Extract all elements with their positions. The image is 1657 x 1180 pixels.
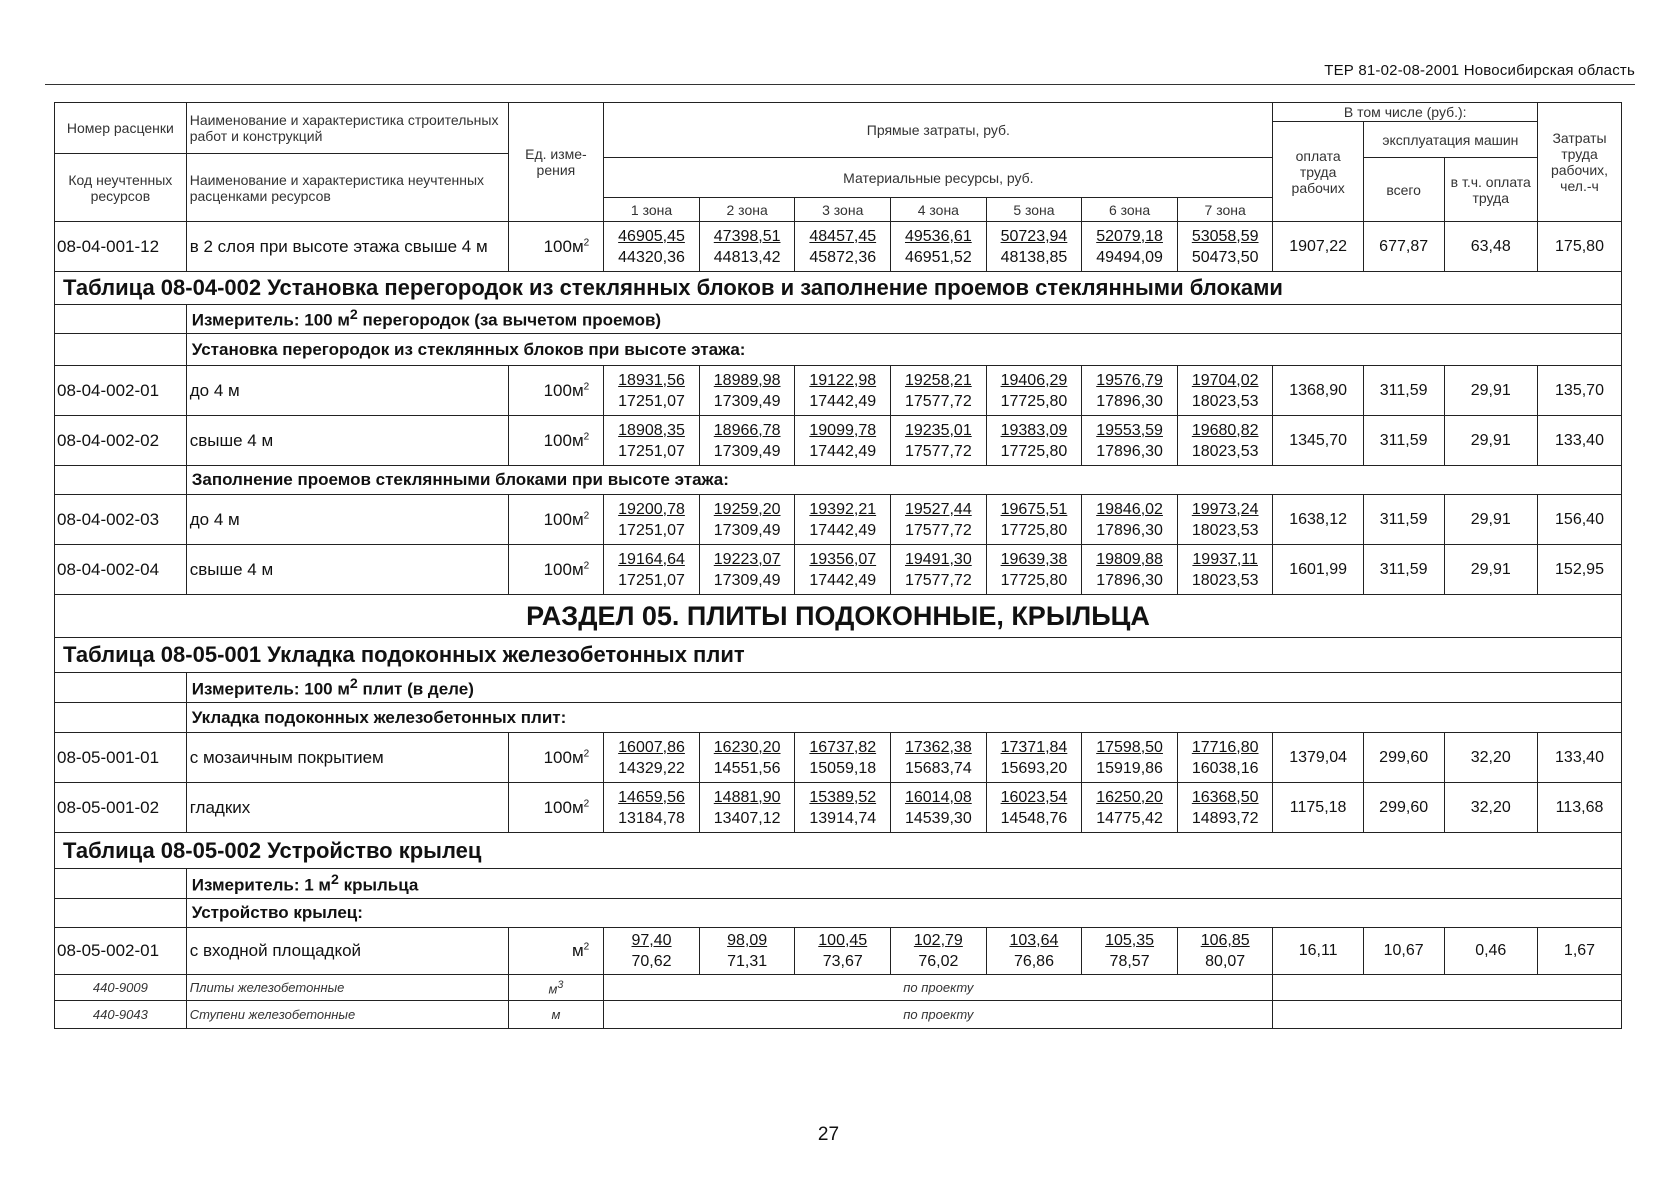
zone-price-cell bbox=[795, 545, 891, 595]
machines-value: 311,59 bbox=[1363, 495, 1444, 545]
direct-cost: 98,09 bbox=[727, 932, 768, 949]
direct-cost: 19973,24 bbox=[1191, 500, 1259, 518]
header-rule bbox=[45, 84, 1635, 85]
direct-cost: 103,64 bbox=[1009, 932, 1059, 949]
zone-price-cell bbox=[1177, 222, 1273, 272]
material-cost: 14539,30 bbox=[904, 809, 972, 827]
direct-cost: 17362,38 bbox=[904, 738, 972, 756]
resource-code: 440-9009 bbox=[55, 975, 187, 1001]
table-title: Таблица 08-05-001 Укладка подоконных железобетонных плит bbox=[55, 638, 1622, 673]
table-row bbox=[55, 928, 1622, 975]
machines-wages-value: 29,91 bbox=[1444, 495, 1537, 545]
direct-cost: 16023,54 bbox=[1000, 788, 1068, 806]
material-cost: 13914,74 bbox=[809, 809, 877, 827]
material-cost: 13407,12 bbox=[713, 809, 781, 827]
direct-cost: 17598,50 bbox=[1096, 738, 1163, 756]
material-cost: 17577,72 bbox=[904, 571, 972, 589]
zone-price-cell bbox=[1082, 495, 1178, 545]
material-cost: 14775,42 bbox=[1096, 809, 1163, 827]
zone-price-cell bbox=[699, 928, 795, 975]
rate-name: до 4 м bbox=[186, 366, 508, 416]
wages-value: 1907,22 bbox=[1273, 222, 1363, 272]
zone-price-cell bbox=[891, 733, 987, 783]
material-cost: 17725,80 bbox=[1000, 521, 1068, 539]
direct-cost: 16007,86 bbox=[618, 738, 685, 756]
zone-header: 4 зона bbox=[891, 198, 987, 222]
zone-header: 5 зона bbox=[986, 198, 1082, 222]
material-cost: 17896,30 bbox=[1096, 442, 1163, 460]
zone-price-cell bbox=[891, 545, 987, 595]
zone-price-cell bbox=[1177, 733, 1273, 783]
zone-header: 2 зона bbox=[699, 198, 795, 222]
zone-price-cell bbox=[1177, 783, 1273, 833]
direct-cost: 47398,51 bbox=[713, 227, 781, 245]
rate-code: 08-04-002-03 bbox=[55, 495, 187, 545]
direct-cost: 19639,38 bbox=[1000, 550, 1068, 568]
zone-header: 3 зона bbox=[795, 198, 891, 222]
zone-price-cell bbox=[795, 495, 891, 545]
zone-price-cell bbox=[795, 366, 891, 416]
material-cost: 17309,49 bbox=[713, 442, 781, 460]
direct-cost: 106,85 bbox=[1200, 932, 1250, 949]
zone-price-cell bbox=[986, 495, 1082, 545]
rate-name: гладких bbox=[186, 783, 508, 833]
material-cost: 17896,30 bbox=[1096, 392, 1163, 410]
material-cost: 16038,16 bbox=[1191, 759, 1259, 777]
zone-price-cell bbox=[891, 928, 987, 975]
rate-name: свыше 4 м bbox=[186, 416, 508, 466]
col-code-header: Код неучтенных ресурсов bbox=[55, 154, 187, 222]
machines-wages-header: в т.ч. оплата труда bbox=[1444, 158, 1537, 222]
group-title: Укладка подоконных железобетонных плит: bbox=[186, 703, 1621, 733]
rate-code: 08-05-001-01 bbox=[55, 733, 187, 783]
material-cost: 18023,53 bbox=[1191, 392, 1259, 410]
direct-cost: 19235,01 bbox=[904, 421, 972, 439]
rate-name: до 4 м bbox=[186, 495, 508, 545]
direct-cost: 14881,90 bbox=[713, 788, 781, 806]
zone-price-cell bbox=[1177, 366, 1273, 416]
rate-unit: $м^2$ bbox=[508, 928, 604, 975]
material-cost: 18023,53 bbox=[1191, 442, 1259, 460]
labor-value: 133,40 bbox=[1538, 733, 1622, 783]
direct-cost: 16737,82 bbox=[809, 738, 877, 756]
machines-value: 311,59 bbox=[1363, 366, 1444, 416]
section-title: РАЗДЕЛ 05. ПЛИТЫ ПОДОКОННЫЕ, КРЫЛЬЦА bbox=[55, 595, 1622, 638]
direct-cost: 19576,79 bbox=[1096, 371, 1163, 389]
zone-price-cell bbox=[891, 783, 987, 833]
machines-value: 299,60 bbox=[1363, 783, 1444, 833]
zone-price-cell bbox=[1082, 545, 1178, 595]
material-cost: 76,02 bbox=[918, 953, 959, 970]
zone-price-cell bbox=[1082, 928, 1178, 975]
direct-cost: 48457,45 bbox=[809, 227, 877, 245]
material-cost: 50473,50 bbox=[1191, 248, 1259, 266]
zone-price-cell bbox=[891, 222, 987, 272]
zone-price-cell bbox=[1082, 222, 1178, 272]
machines-wages-value: 29,91 bbox=[1444, 545, 1537, 595]
direct-cost: 50723,94 bbox=[1000, 227, 1068, 245]
zone-header: 1 зона bbox=[604, 198, 700, 222]
rate-unit: $100м^2$ bbox=[508, 783, 604, 833]
material-cost: 13184,78 bbox=[618, 809, 685, 827]
material-cost: 18023,53 bbox=[1191, 571, 1259, 589]
direct-cost: 19491,30 bbox=[904, 550, 972, 568]
material-cost: 17251,07 bbox=[618, 571, 685, 589]
zone-price-cell bbox=[891, 416, 987, 466]
rate-name: с входной площадкой bbox=[186, 928, 508, 975]
labor-value: 152,95 bbox=[1538, 545, 1622, 595]
zone-price-cell bbox=[604, 928, 700, 975]
zone-price-cell bbox=[795, 733, 891, 783]
machines-wages-value: 32,20 bbox=[1444, 733, 1537, 783]
direct-cost: 15389,52 bbox=[809, 788, 877, 806]
rate-code: 08-05-002-01 bbox=[55, 928, 187, 975]
resource-name: Плиты железобетонные bbox=[186, 975, 508, 1001]
col-name-res-header: Наименование и характеристика неучтенных расценками ресурсов bbox=[186, 154, 508, 222]
labor-value: 135,70 bbox=[1538, 366, 1622, 416]
direct-cost: 16014,08 bbox=[904, 788, 972, 806]
machines-wages-value: 32,20 bbox=[1444, 783, 1537, 833]
material-header: Материальные ресурсы, руб. bbox=[604, 158, 1273, 198]
resource-value: по проекту bbox=[604, 975, 1273, 1001]
zone-price-cell bbox=[1082, 733, 1178, 783]
direct-cost: 97,40 bbox=[631, 932, 672, 949]
zone-price-cell bbox=[1082, 366, 1178, 416]
direct-cost: 52079,18 bbox=[1096, 227, 1163, 245]
material-cost: 17577,72 bbox=[904, 442, 972, 460]
table-row bbox=[55, 416, 1622, 466]
direct-cost: 19406,29 bbox=[1000, 371, 1068, 389]
direct-costs-header: Прямые затраты, руб. bbox=[604, 103, 1273, 158]
rate-unit: $100м^2$ bbox=[508, 495, 604, 545]
zone-price-cell bbox=[891, 366, 987, 416]
zone-price-cell bbox=[699, 733, 795, 783]
material-cost: 71,31 bbox=[727, 953, 768, 970]
zone-price-cell bbox=[795, 222, 891, 272]
wages-header: оплата труда рабочих bbox=[1273, 122, 1363, 222]
rate-name: в 2 слоя при высоте этажа свыше 4 м bbox=[186, 222, 508, 272]
material-cost: 17309,49 bbox=[713, 571, 781, 589]
direct-cost: 16368,50 bbox=[1191, 788, 1259, 806]
zone-price-cell bbox=[986, 928, 1082, 975]
zone-header: 7 зона bbox=[1177, 198, 1273, 222]
zone-price-cell bbox=[986, 733, 1082, 783]
direct-cost: 19704,02 bbox=[1191, 371, 1259, 389]
machines-value: 677,87 bbox=[1363, 222, 1444, 272]
material-cost: 17442,49 bbox=[809, 442, 877, 460]
resource-row bbox=[55, 1001, 1622, 1029]
material-cost: 17442,49 bbox=[809, 392, 877, 410]
material-cost: 15059,18 bbox=[809, 759, 877, 777]
zone-price-cell bbox=[795, 928, 891, 975]
wages-value: 1368,90 bbox=[1273, 366, 1363, 416]
table-row bbox=[55, 783, 1622, 833]
direct-cost: 19937,11 bbox=[1192, 550, 1258, 568]
zone-price-cell bbox=[1082, 416, 1178, 466]
direct-cost: 19258,21 bbox=[904, 371, 972, 389]
material-cost: 46951,52 bbox=[904, 248, 972, 266]
direct-cost: 100,45 bbox=[818, 932, 868, 949]
material-cost: 17251,07 bbox=[618, 392, 685, 410]
wages-value: 1345,70 bbox=[1273, 416, 1363, 466]
zone-price-cell bbox=[699, 495, 795, 545]
machines-wages-value: 29,91 bbox=[1444, 366, 1537, 416]
table-row bbox=[55, 366, 1622, 416]
rate-unit: $100м^2$ bbox=[508, 416, 604, 466]
col-number-header: Номер расценки bbox=[55, 103, 187, 154]
zone-price-cell bbox=[604, 222, 700, 272]
direct-cost: 17371,84 bbox=[1000, 738, 1068, 756]
wages-value: 1175,18 bbox=[1273, 783, 1363, 833]
incl-header: В том числе (руб.): bbox=[1273, 103, 1538, 122]
machines-wages-value: 0,46 bbox=[1444, 928, 1537, 975]
material-cost: 14329,22 bbox=[618, 759, 685, 777]
material-cost: 17442,49 bbox=[809, 571, 877, 589]
material-cost: 17577,72 bbox=[904, 392, 972, 410]
machines-value: 299,60 bbox=[1363, 733, 1444, 783]
direct-cost: 19383,09 bbox=[1000, 421, 1068, 439]
direct-cost: 18931,56 bbox=[618, 371, 685, 389]
wages-value: 1601,99 bbox=[1273, 545, 1363, 595]
material-cost: 44320,36 bbox=[618, 248, 685, 266]
labor-value: 133,40 bbox=[1538, 416, 1622, 466]
zone-price-cell bbox=[1177, 545, 1273, 595]
direct-cost: 46905,45 bbox=[618, 227, 685, 245]
zone-price-cell bbox=[604, 495, 700, 545]
material-cost: 17309,49 bbox=[713, 392, 781, 410]
material-cost: 17251,07 bbox=[618, 442, 685, 460]
page-number: 27 bbox=[817, 1124, 840, 1145]
zone-price-cell bbox=[1177, 928, 1273, 975]
material-cost: 17896,30 bbox=[1096, 521, 1163, 539]
machines-value: 10,67 bbox=[1363, 928, 1444, 975]
zone-price-cell bbox=[699, 222, 795, 272]
machines-value: 311,59 bbox=[1363, 416, 1444, 466]
labor-value: 175,80 bbox=[1538, 222, 1622, 272]
resource-code: 440-9043 bbox=[55, 1001, 187, 1029]
direct-cost: 18966,78 bbox=[713, 421, 781, 439]
material-cost: 80,07 bbox=[1205, 953, 1246, 970]
material-cost: 14551,56 bbox=[713, 759, 781, 777]
rate-unit: $100м^2$ bbox=[508, 545, 604, 595]
zone-price-cell bbox=[604, 416, 700, 466]
direct-cost: 19259,20 bbox=[713, 500, 781, 518]
material-cost: 70,62 bbox=[631, 953, 672, 970]
meter-text: Измеритель: 1 $м^2$ крыльца bbox=[186, 869, 1621, 899]
machines-value: 311,59 bbox=[1363, 545, 1444, 595]
zone-price-cell bbox=[604, 733, 700, 783]
zone-price-cell bbox=[986, 366, 1082, 416]
direct-cost: 16230,20 bbox=[713, 738, 781, 756]
table-row bbox=[55, 222, 1622, 272]
resource-value: по проекту bbox=[604, 1001, 1273, 1029]
table-row bbox=[55, 733, 1622, 783]
direct-cost: 105,35 bbox=[1105, 932, 1155, 949]
labor-value: 1,67 bbox=[1538, 928, 1622, 975]
col-unit-header: Ед. изме-рения bbox=[508, 103, 604, 222]
resource-unit: $м^3$ bbox=[508, 975, 604, 1001]
zone-price-cell bbox=[604, 545, 700, 595]
direct-cost: 18908,35 bbox=[618, 421, 685, 439]
zone-price-cell bbox=[1082, 783, 1178, 833]
material-cost: 17896,30 bbox=[1096, 571, 1163, 589]
rate-code: 08-04-001-12 bbox=[55, 222, 187, 272]
material-cost: 17309,49 bbox=[713, 521, 781, 539]
labor-header: Затраты труда рабочих, чел.-ч bbox=[1538, 103, 1622, 222]
direct-cost: 19099,78 bbox=[809, 421, 877, 439]
zone-price-cell bbox=[795, 416, 891, 466]
zone-price-cell bbox=[1177, 495, 1273, 545]
direct-cost: 17716,80 bbox=[1191, 738, 1259, 756]
table-title: Таблица 08-04-002 Установка перегородок из стеклянных блоков и заполнение проемов стеклянными блоками bbox=[55, 272, 1622, 305]
wages-value: 1379,04 bbox=[1273, 733, 1363, 783]
machines-wages-value: 63,48 bbox=[1444, 222, 1537, 272]
zone-header: 6 зона bbox=[1082, 198, 1178, 222]
direct-cost: 102,79 bbox=[913, 932, 963, 949]
material-cost: 18023,53 bbox=[1191, 521, 1259, 539]
material-cost: 17577,72 bbox=[904, 521, 972, 539]
machines-wages-value: 29,91 bbox=[1444, 416, 1537, 466]
material-cost: 45872,36 bbox=[809, 248, 877, 266]
meter-text: Измеритель: 100 $м^2$ перегородок (за вычетом проемов) bbox=[186, 305, 1621, 334]
direct-cost: 19356,07 bbox=[809, 550, 877, 568]
rate-code: 08-04-002-02 bbox=[55, 416, 187, 466]
direct-cost: 19223,07 bbox=[713, 550, 781, 568]
zone-price-cell bbox=[986, 222, 1082, 272]
direct-cost: 19164,64 bbox=[618, 550, 685, 568]
labor-value: 113,68 bbox=[1538, 783, 1622, 833]
material-cost: 73,67 bbox=[822, 953, 863, 970]
material-cost: 48138,85 bbox=[1000, 248, 1068, 266]
zone-price-cell bbox=[699, 783, 795, 833]
direct-cost: 19392,21 bbox=[809, 500, 877, 518]
meter-text: Измеритель: 100 $м^2$ плит (в деле) bbox=[186, 673, 1621, 703]
material-cost: 14893,72 bbox=[1191, 809, 1259, 827]
rate-unit: $100м^2$ bbox=[508, 366, 604, 416]
zone-price-cell bbox=[1177, 416, 1273, 466]
material-cost: 15693,20 bbox=[1000, 759, 1068, 777]
page-header: ТЕР 81-02-08-2001 Новосибирская область bbox=[1324, 62, 1635, 79]
table-row bbox=[55, 495, 1622, 545]
rate-code: 08-04-002-01 bbox=[55, 366, 187, 416]
material-cost: 17251,07 bbox=[618, 521, 685, 539]
rate-name: свыше 4 м bbox=[186, 545, 508, 595]
material-cost: 17725,80 bbox=[1000, 571, 1068, 589]
wages-value: 1638,12 bbox=[1273, 495, 1363, 545]
direct-cost: 19675,51 bbox=[1000, 500, 1068, 518]
material-cost: 49494,09 bbox=[1096, 248, 1163, 266]
material-cost: 17725,80 bbox=[1000, 442, 1068, 460]
material-cost: 78,57 bbox=[1109, 953, 1150, 970]
machines-total-header: всего bbox=[1363, 158, 1444, 222]
machines-header: эксплуатация машин bbox=[1363, 122, 1537, 158]
direct-cost: 19527,44 bbox=[904, 500, 972, 518]
direct-cost: 49536,61 bbox=[904, 227, 972, 245]
zone-price-cell bbox=[986, 545, 1082, 595]
direct-cost: 16250,20 bbox=[1096, 788, 1163, 806]
group-title: Заполнение проемов стеклянными блоками при высоте этажа: bbox=[186, 466, 1621, 495]
direct-cost: 19200,78 bbox=[618, 500, 685, 518]
direct-cost: 18989,98 bbox=[713, 371, 781, 389]
table-title: Таблица 08-05-002 Устройство крылец bbox=[55, 833, 1622, 869]
material-cost: 76,86 bbox=[1013, 953, 1054, 970]
table-row bbox=[55, 545, 1622, 595]
material-cost: 14548,76 bbox=[1000, 809, 1068, 827]
group-title: Устройство крылец: bbox=[186, 899, 1621, 928]
rate-unit: $100м^2$ bbox=[508, 733, 604, 783]
zone-price-cell bbox=[699, 545, 795, 595]
labor-value: 156,40 bbox=[1538, 495, 1622, 545]
group-title: Установка перегородок из стеклянных блоков при высоте этажа: bbox=[186, 334, 1621, 366]
zone-price-cell bbox=[986, 416, 1082, 466]
resource-row bbox=[55, 975, 1622, 1001]
zone-price-cell bbox=[604, 366, 700, 416]
wages-value: 16,11 bbox=[1273, 928, 1363, 975]
zone-price-cell bbox=[891, 495, 987, 545]
zone-price-cell bbox=[699, 416, 795, 466]
zone-price-cell bbox=[604, 783, 700, 833]
col-name-header: Наименование и характеристика строительных работ и конструкций bbox=[186, 103, 508, 154]
material-cost: 15919,86 bbox=[1096, 759, 1163, 777]
zone-price-cell bbox=[699, 366, 795, 416]
direct-cost: 19680,82 bbox=[1191, 421, 1259, 439]
rate-code: 08-05-001-02 bbox=[55, 783, 187, 833]
direct-cost: 53058,59 bbox=[1191, 227, 1259, 245]
rate-code: 08-04-002-04 bbox=[55, 545, 187, 595]
material-cost: 17725,80 bbox=[1000, 392, 1068, 410]
material-cost: 44813,42 bbox=[713, 248, 781, 266]
direct-cost: 19809,88 bbox=[1096, 550, 1163, 568]
direct-cost: 19846,02 bbox=[1096, 500, 1163, 518]
zone-price-cell bbox=[986, 783, 1082, 833]
material-cost: 15683,74 bbox=[904, 759, 972, 777]
direct-cost: 19553,59 bbox=[1096, 421, 1163, 439]
direct-cost: 14659,56 bbox=[618, 788, 685, 806]
resource-unit: м bbox=[508, 1001, 604, 1029]
direct-cost: 19122,98 bbox=[809, 371, 877, 389]
material-cost: 17442,49 bbox=[809, 521, 877, 539]
rate-unit: $100м^2$ bbox=[508, 222, 604, 272]
zone-price-cell bbox=[795, 783, 891, 833]
resource-name: Ступени железобетонные bbox=[186, 1001, 508, 1029]
price-table bbox=[54, 102, 1622, 1029]
rate-name: с мозаичным покрытием bbox=[186, 733, 508, 783]
